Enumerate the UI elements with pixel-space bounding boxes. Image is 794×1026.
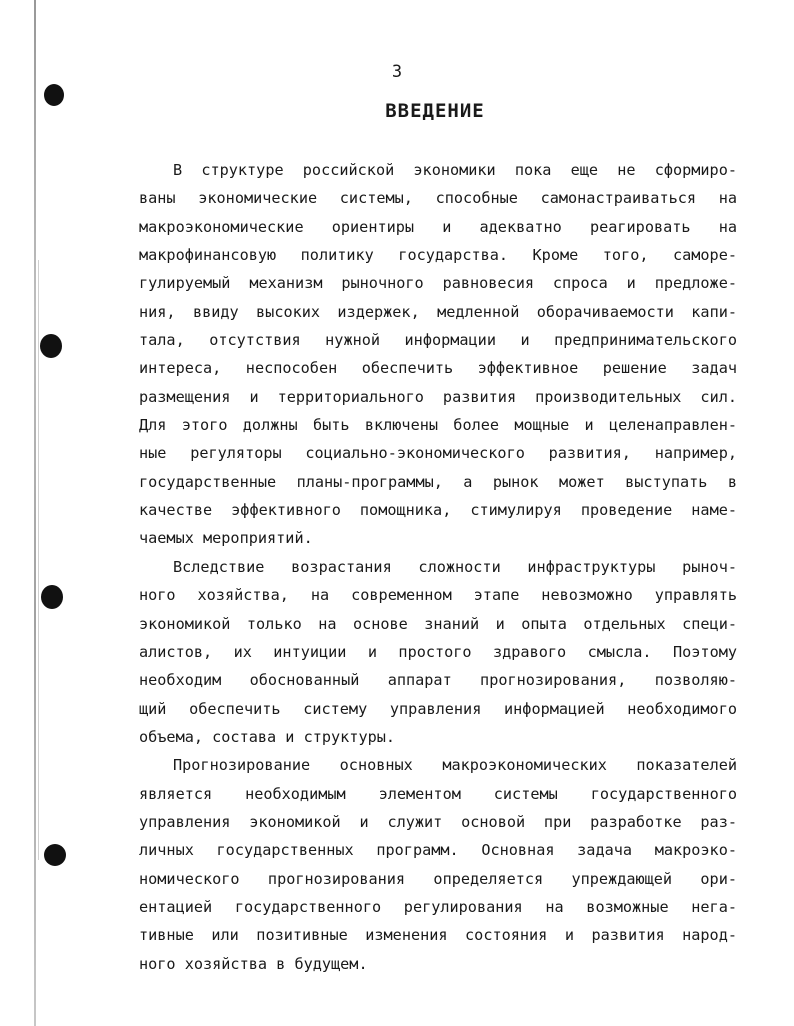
page-title: ВВЕДЕНИЕ xyxy=(385,100,485,122)
text-line: экономикой только на основе знаний и опыта отдельных специ- xyxy=(139,614,737,633)
text-line: тивные или позитивные изменения состояния и развития народ- xyxy=(139,926,737,945)
text-line: качестве эффективного помощника, стимулируя проведение наме- xyxy=(139,501,737,520)
punch-hole-2 xyxy=(40,334,62,358)
text-line: размещения и территориального развития производительных сил. xyxy=(139,387,737,406)
text-line: ного хозяйства, на современном этапе невозможно управлять xyxy=(139,586,737,605)
text-line: ваны экономические системы, способные самонастраиваться на xyxy=(139,189,737,208)
text-line: Для этого должны быть включены более мощные и целенаправлен- xyxy=(139,416,737,435)
text-line: ентацией государственного регулирования на возможные нега- xyxy=(139,897,737,916)
text-line: личных государственных программ. Основная задача макроэко- xyxy=(139,841,737,860)
punch-hole-4 xyxy=(44,844,66,866)
paragraph xyxy=(139,751,737,978)
text-line: ные регуляторы социально-экономического развития, например, xyxy=(139,444,737,463)
paragraph xyxy=(139,553,737,751)
text-line: объема, состава и структуры. xyxy=(139,727,396,746)
text-line: интереса, неспособен обеспечить эффективное решение задач xyxy=(139,359,737,378)
punch-hole-3 xyxy=(41,585,63,609)
text-line: чаемых мероприятий. xyxy=(139,529,313,548)
text-line: макроэкономические ориентиры и адекватно реагировать на xyxy=(139,217,737,236)
text-line: Прогнозирование основных макроэкономических показателей xyxy=(173,756,737,775)
text-line: необходим обоснованный аппарат прогнозирования, позволяю- xyxy=(139,671,737,690)
text-line: номического прогнозирования определяется упреждающей ори- xyxy=(139,869,737,888)
scan-binding-shadow xyxy=(38,260,39,860)
text-line: Вследствие возрастания сложности инфраструктуры рыноч- xyxy=(173,557,737,576)
paragraph xyxy=(139,156,737,553)
text-line: алистов, их интуиции и простого здравого смысла. Поэтому xyxy=(139,642,737,661)
text-line: управления экономикой и служит основой при разработке раз- xyxy=(139,812,737,831)
page-number: 3 xyxy=(391,62,403,82)
scan-binding-edge xyxy=(34,0,36,1026)
text-line: ного хозяйства в будущем. xyxy=(139,954,368,973)
text-line: щий обеспечить систему управления информацией необходимого xyxy=(139,699,737,718)
text-line: В структуре российской экономики пока еще не сформиро- xyxy=(173,161,737,179)
body-text xyxy=(139,156,737,978)
text-line: государственные планы-программы, а рынок может выступать в xyxy=(139,472,737,491)
text-line: гулируемый механизм рыночного равновесия спроса и предложе- xyxy=(139,274,737,293)
text-line: является необходимым элементом системы государственного xyxy=(139,784,737,803)
text-line: тала, отсутствия нужной информации и предпринимательского xyxy=(139,331,737,350)
text-line: макрофинансовую политику государства. Кроме того, саморе- xyxy=(139,246,737,265)
text-line: ния, ввиду высоких издержек, медленной оборачиваемости капи- xyxy=(139,302,737,321)
